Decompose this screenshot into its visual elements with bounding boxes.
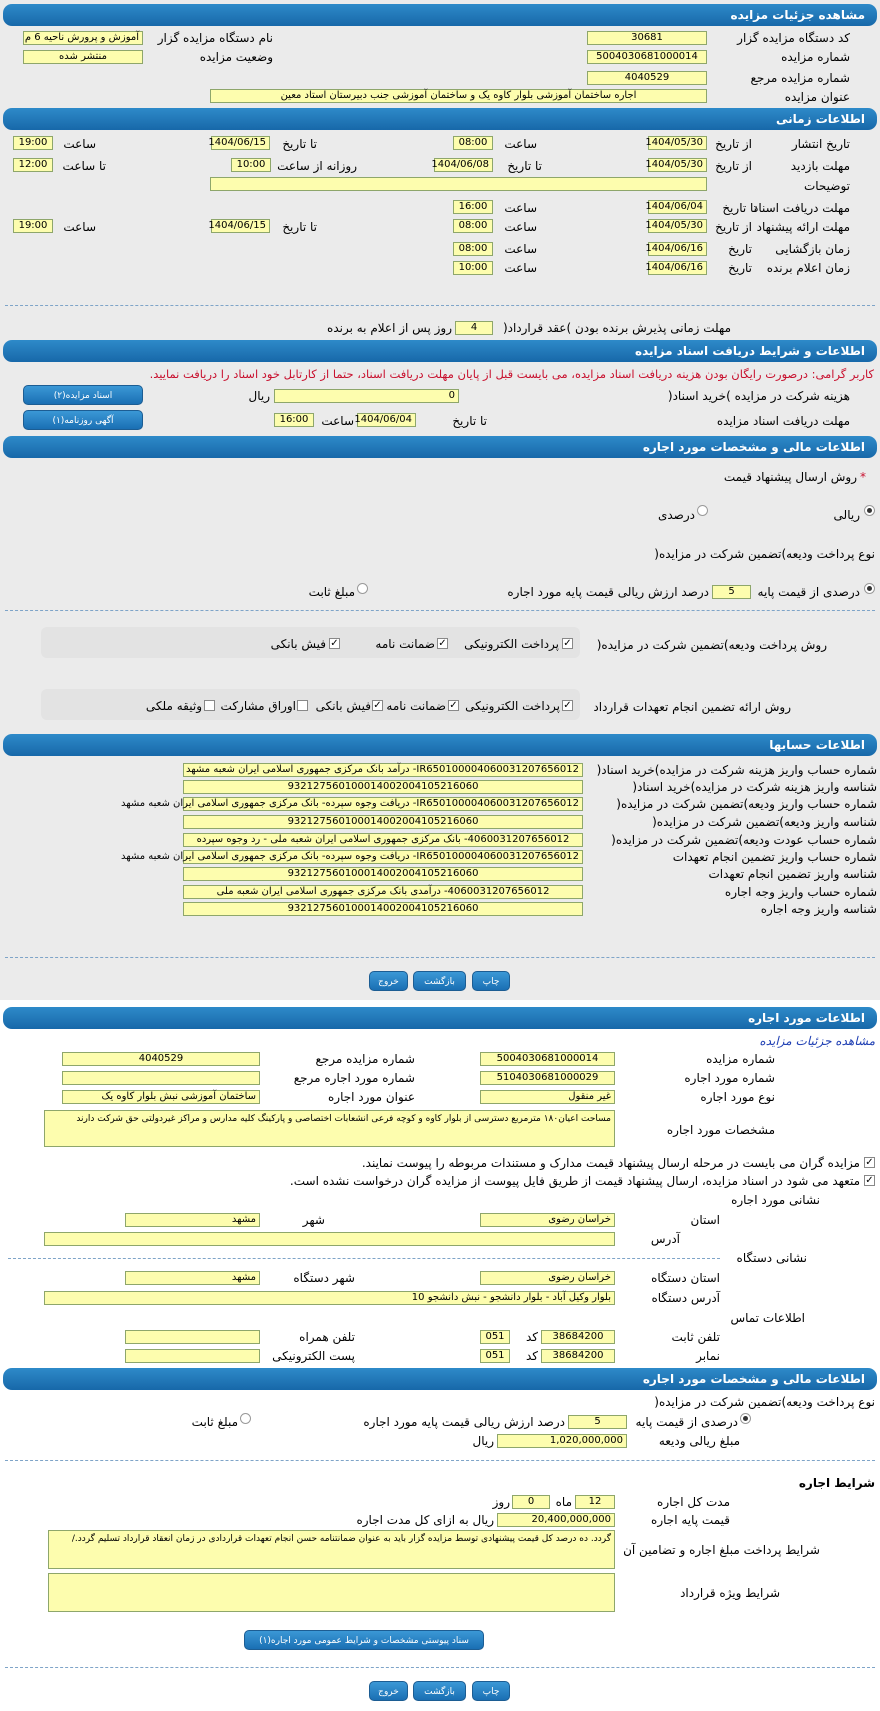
section-header-lease-financial: اطلاعات مالی و مشخصات مورد اجاره — [3, 1368, 877, 1390]
contract-days-field: 4 — [455, 321, 493, 335]
org-city-label: شهر دستگاه — [293, 1271, 355, 1285]
publish-to-hour-label: ساعت — [63, 137, 96, 151]
back-button[interactable]: بازگشت — [413, 971, 466, 991]
guarantee-percent-field: 5 — [712, 585, 751, 599]
section-header-docs-conditions: اطلاعات و شرایط دریافت اسناد مزایده — [3, 340, 877, 362]
org-province-label: استان دستگاه — [651, 1271, 720, 1285]
phone-label: تلفن ثابت — [671, 1330, 720, 1344]
section-header-lease-info: اطلاعات مورد اجاره — [3, 1007, 877, 1029]
price-method-label: روش ارسال پیشنهاد قیمت — [723, 470, 857, 484]
divider — [5, 1667, 875, 1668]
auction-subject-field: اجاره ساختمان آموزشی بلوار کاوه یک و ساختمان آموزشی جنب دبیرستان استاد معین — [210, 89, 707, 103]
fax-field: 38684200 — [541, 1349, 615, 1363]
lease-guarantee-type-label: نوع پرداخت ودیعه)تضمین شرکت در مزایده( — [654, 1395, 875, 1409]
auction-docs-button[interactable]: اسناد مزایده(۲) — [23, 385, 143, 405]
lease-days-label: روز — [492, 1495, 510, 1509]
visit-daily-from-label: روزانه از ساعت — [277, 159, 357, 173]
ref-number-field: 4040529 — [587, 71, 707, 85]
price-method-percent-radio[interactable] — [697, 505, 708, 516]
opening-date-label: تاریخ — [728, 242, 752, 256]
back-button[interactable]: بازگشت — [413, 1681, 466, 1701]
contract-receipt-checkbox[interactable]: ✓ — [373, 700, 382, 711]
opening-time-field: 08:00 — [453, 242, 493, 256]
lease-guarantee-percent-label: درصدی از قیمت پایه — [635, 1415, 738, 1429]
divider — [5, 305, 875, 306]
org-code-label: کد دستگاه مزایده گزار — [737, 31, 850, 45]
contract-receipt-label: فیش بانکی — [315, 699, 371, 713]
city-label: شهر — [302, 1213, 325, 1227]
offer-to-label: تا تاریخ — [282, 220, 317, 234]
contract-guarantee-checkbox[interactable]: ✓ — [449, 700, 458, 711]
contract-bonds-checkbox[interactable] — [297, 700, 308, 711]
account-row-label: شناسه واریز ودیعه)تضمین شرکت در مزایده( — [652, 815, 877, 829]
winner-hour-label: ساعت — [504, 261, 537, 275]
guarantee-percent-label: درصدی از قیمت پایه — [757, 585, 860, 599]
base-price-field: 20,400,000,000 — [497, 1513, 615, 1527]
account-row-value: 932127560100014002004105216060 — [183, 780, 583, 794]
account-row-label: شماره حساب واریز تضمین انجام تعهدات — [672, 850, 877, 864]
visit-to-field: 1404/06/08 — [434, 158, 493, 172]
visit-from-label: از تاریخ — [715, 159, 752, 173]
account-row-label: شماره حساب واریز ودیعه)تضمین شرکت در مزایده( — [616, 797, 877, 811]
lease-months-field: 12 — [575, 1495, 615, 1509]
view-auction-details-link[interactable]: مشاهده جزئیات مزایده — [759, 1034, 875, 1048]
address-label: آدرس — [650, 1232, 680, 1246]
opening-label: زمان بازگشایی — [775, 242, 850, 256]
account-row-value: 932127560100014002004105216060 — [183, 815, 583, 829]
guarantee-fixed-radio[interactable] — [357, 583, 368, 594]
contract-electronic-checkbox[interactable]: ✓ — [563, 700, 572, 711]
divider — [5, 1460, 875, 1461]
lease-auction-number-label: شماره مزایده — [706, 1052, 775, 1066]
fax-label: نمابر — [696, 1349, 720, 1363]
lease-item-ref-label: شماره مورد اجاره مرجع — [293, 1071, 415, 1085]
province-field: خراسان رضوی — [480, 1213, 615, 1227]
offer-from-hour-label: ساعت — [504, 220, 537, 234]
contract-bonds-label: اوراق مشارکت — [220, 699, 296, 713]
docs-deadline-hour-label: ساعت — [321, 414, 354, 428]
contract-guarantee-option-label: ضمانت نامه — [386, 699, 446, 713]
payment-terms-label: شرایط پرداخت مبلغ اجاره و تضامین آن — [623, 1543, 820, 1557]
opening-hour-label: ساعت — [504, 242, 537, 256]
account-row-label: شناسه واریز تضمین انجام تعهدات — [708, 867, 877, 881]
auction-status-field: منتشر شده — [23, 50, 143, 64]
account-row-value: IR650100004060031207656012- دریافت وجوه سپرده- بانک مرکزی جمهوری اسلامی ایران شعبه مشهد — [183, 797, 583, 811]
lease-type-label: نوع مورد اجاره — [700, 1090, 775, 1104]
guarantee-fixed-label: مبلغ ثابت — [308, 585, 355, 599]
docs-fee-rial-label: ریال — [248, 389, 270, 403]
lease-auction-number-field: 5004030681000014 — [480, 1052, 615, 1066]
winner-date-field: 1404/06/16 — [648, 261, 707, 275]
auction-status-label: وضعیت مزایده — [199, 50, 273, 64]
account-row-label: شماره حساب واریز هزینه شرکت در مزایده)خرید اسناد( — [596, 763, 877, 777]
deposit-pay-guarantee-label: ضمانت نامه — [375, 637, 435, 651]
docs-deadline-time-field: 16:00 — [274, 413, 314, 427]
account-row-value: 4060031207656012- درآمدی بانک مرکزی جمهوری اسلامی ایران شعبه ملی — [183, 885, 583, 899]
lease-ref-number-field: 4040529 — [62, 1052, 260, 1066]
publish-from-time-field: 08:00 — [453, 136, 493, 150]
required-star: * — [860, 470, 866, 484]
contract-electronic-label: پرداخت الکترونیکی — [465, 699, 560, 713]
deposit-amount-rial-label: ریال — [472, 1434, 494, 1448]
account-row-value: IR650100004060031207656012- دریافت وجوه سپرده- بانک مرکزی جمهوری اسلامی ایران شعبه مشهد — [183, 850, 583, 864]
phone-code-label: کد — [525, 1330, 538, 1344]
contact-heading: اطلاعات تماس — [730, 1311, 805, 1325]
org-city-field: مشهد — [125, 1271, 260, 1285]
lease-guarantee-percent-suffix: درصد ارزش ریالی قیمت پایه مورد اجاره — [363, 1415, 565, 1429]
section-header-accounts: اطلاعات حسابها — [3, 734, 877, 756]
fax-code-label: کد — [525, 1349, 538, 1363]
guarantee-type-label: نوع پرداخت ودیعه)تضمین شرکت در مزایده( — [654, 547, 875, 561]
contract-property-checkbox[interactable] — [204, 700, 215, 711]
docs-deadline-to-label: تا تاریخ — [452, 414, 487, 428]
winner-label: زمان اعلام برنده — [766, 261, 850, 275]
lease-type-field: غیر منقول — [480, 1090, 615, 1104]
opening-date-field: 1404/06/16 — [648, 242, 707, 256]
org-name-field: آموزش و پرورش ناحیه 6 م — [23, 31, 143, 45]
account-row-label: شماره حساب عودت ودیعه)تضمین شرکت در مزایده( — [611, 833, 877, 847]
docs-to-field: 1404/06/04 — [648, 200, 707, 214]
guarantee-percent-radio[interactable] — [864, 583, 875, 594]
lease-guarantee-fixed-label: مبلغ ثابت — [191, 1415, 238, 1429]
account-row-label: شناسه واریز وجه اجاره — [760, 902, 877, 916]
docs-deadline-label-2: مهلت دریافت اسناد مزایده — [716, 414, 850, 428]
deposit-pay-electronic-checkbox[interactable]: ✓ — [563, 638, 572, 649]
visit-daily-to-field: 12:00 — [13, 158, 53, 172]
docs-time-field: 16:00 — [453, 200, 493, 214]
free-docs-notice: کاربر گرامی: درصورت رایگان بودن هزینه دریافت اسناد مزایده، می بایست قبل از پایان مهلت دریافت اسناد، حتما از کارتابل خود اسناد را دریافت نمایید. — [149, 367, 874, 381]
docs-to-label: تا تاریخ — [722, 201, 757, 215]
visit-daily-from-field: 10:00 — [231, 158, 271, 172]
lease-item-ref-field — [62, 1071, 260, 1085]
lease-guarantee-percent-radio[interactable] — [740, 1413, 751, 1424]
lease-title-label: عنوان مورد اجاره — [327, 1090, 415, 1104]
lease-spec-label: مشخصات مورد اجاره — [666, 1123, 775, 1137]
contract-deadline-label: مهلت زمانی پذیرش برنده بودن )عقد قرارداد( — [502, 321, 731, 335]
description-field — [210, 177, 707, 191]
winner-date-label: تاریخ — [728, 261, 752, 275]
publish-to-time-field: 19:00 — [13, 136, 53, 150]
offer-to-field: 1404/06/15 — [211, 219, 270, 233]
publish-from-field: 1404/05/30 — [648, 136, 707, 150]
payment-terms-textarea: گردد. ده درصد کل قیمت پیشنهادی توسط مزایده گزار باید به عنوان ضمانتنامه حسن انجام تعهدات قراردادی در زمان انعقاد قرارداد تسلیم گردد./ — [48, 1530, 615, 1569]
lease-spec-textarea: مساحت اعیان۱۸۰ مترمربع دسترسی از بلوار کاوه و کوچه فرعی انشعابات اختصاصی و پارکینگ کلیه مدارس و مراکز غیردولتی حق شرکت دارند — [44, 1110, 615, 1147]
lease-guarantee-fixed-radio[interactable] — [240, 1413, 251, 1424]
deposit-amount-label: مبلغ ریالی ودیعه — [658, 1434, 740, 1448]
publish-from-label: از تاریخ — [715, 137, 752, 151]
deposit-pay-receipt-label: فیش بانکی — [270, 637, 326, 651]
org-address-field: بلوار وکیل آباد - بلوار دانشجو - نبش دانشجو 10 — [44, 1291, 615, 1305]
attach-docs-checkbox[interactable]: ✓ — [865, 1157, 874, 1168]
auction-subject-label: عنوان مزایده — [784, 90, 850, 104]
account-row-value: 4060031207656012- بانک مرکزی جمهوری اسلامی ایران شعبه ملی - رد وجوه سپرده — [183, 833, 583, 847]
org-address-label: آدرس دستگاه — [651, 1291, 720, 1305]
mobile-field — [125, 1330, 260, 1344]
publish-label: تاریخ انتشار — [791, 137, 850, 151]
offer-to-hour-label: ساعت — [63, 220, 96, 234]
print-button[interactable]: چاپ — [472, 971, 510, 991]
lease-item-number-label: شماره مورد اجاره — [684, 1071, 775, 1085]
account-row-value: 932127560100014002004105216060 — [183, 867, 583, 881]
guarantee-percent-suffix: درصد ارزش ریالی قیمت پایه مورد اجاره — [507, 585, 709, 599]
visit-from-field: 1404/05/30 — [648, 158, 707, 172]
docs-deadline-date-field: 1404/06/04 — [357, 413, 416, 427]
no-file-offer-checkbox[interactable]: ✓ — [865, 1175, 874, 1186]
province-label: استان — [690, 1213, 720, 1227]
publish-from-hour-label: ساعت — [504, 137, 537, 151]
visit-to-label: تا تاریخ — [507, 159, 542, 173]
auction-number-label: شماره مزایده — [781, 50, 850, 64]
phone-field: 38684200 — [541, 1330, 615, 1344]
winner-time-field: 10:00 — [453, 261, 493, 275]
section-header-time-info: اطلاعات زمانی — [3, 108, 877, 130]
deposit-pay-electronic-label: پرداخت الکترونیکی — [464, 637, 559, 651]
docs-deadline-label: مهلت دریافت اسناد — [752, 201, 850, 215]
email-label: پست الکترونیکی — [272, 1349, 355, 1363]
contract-deadline-suffix: روز پس از اعلام به برنده — [327, 321, 452, 335]
account-row-value: IR650100004060031207656012- درآمد بانک مرکزی جمهوری اسلامی ایران شعبه مشهد — [183, 763, 583, 777]
special-terms-textarea — [48, 1573, 615, 1612]
base-price-label: قیمت پایه اجاره — [651, 1513, 730, 1527]
visit-label: مهلت بازدید — [790, 159, 850, 173]
divider — [5, 957, 875, 958]
attached-docs-button[interactable]: سناد پیوستی مشخصات و شرایط عمومی مورد اجاره(۱) — [244, 1630, 484, 1650]
org-name-label: نام دستگاه مزایده گزار — [157, 31, 273, 45]
section-header-financial-info: اطلاعات مالی و مشخصات مورد اجاره — [3, 436, 877, 458]
address-field — [44, 1232, 615, 1246]
newspaper-ad-button[interactable]: آگهی روزنامه(۱) — [23, 410, 143, 430]
section-header-auction-details: مشاهده جزئیات مزایده — [3, 4, 877, 26]
lease-months-label: ماه — [555, 1495, 572, 1509]
org-code-field: 30681 — [587, 31, 707, 45]
deposit-amount-field: 1,020,000,000 — [497, 1434, 627, 1448]
offer-to-time-field: 19:00 — [13, 219, 53, 233]
lease-guarantee-percent-field: 5 — [568, 1415, 627, 1429]
visit-to-hour-label: تا ساعت — [62, 159, 106, 173]
docs-fee-field: 0 — [274, 389, 459, 403]
fax-code-field: 051 — [480, 1349, 510, 1363]
city-field: مشهد — [125, 1213, 260, 1227]
deposit-pay-method-label: روش پرداخت ودیعه)تضمین شرکت در مزایده( — [596, 638, 827, 652]
price-method-rial-radio[interactable] — [864, 505, 875, 516]
offer-deadline-label: مهلت ارائه پیشنهاد — [756, 220, 850, 234]
exit-button[interactable]: خروج — [369, 1681, 408, 1701]
email-field — [125, 1349, 260, 1363]
divider — [8, 1258, 720, 1259]
offer-from-time-field: 08:00 — [453, 219, 493, 233]
auction-number-field: 5004030681000014 — [587, 50, 707, 64]
divider — [5, 610, 875, 611]
base-price-suffix: ریال به ازای کل مدت اجاره — [356, 1513, 494, 1527]
description-label: توضیحات — [803, 179, 850, 193]
publish-to-label: تا تاریخ — [282, 137, 317, 151]
special-terms-label: شرایط ویژه قرارداد — [680, 1586, 780, 1600]
lease-duration-label: مدت کل اجاره — [657, 1495, 730, 1509]
print-button[interactable]: چاپ — [472, 1681, 510, 1701]
price-method-rial-label: ریالی — [833, 508, 860, 522]
account-row-label: شناسه واریز هزینه شرکت در مزایده)خرید اسناد( — [632, 780, 877, 794]
org-address-heading: نشانی دستگاه — [736, 1251, 807, 1265]
offer-from-field: 1404/05/30 — [648, 219, 707, 233]
lease-ref-number-label: شماره مزایده مرجع — [315, 1052, 415, 1066]
no-file-offer-label: متعهد می شود در اسناد مزایده، ارسال پیشنهاد قیمت از طریق فایل پیوست از مزایده گران درخواست نشده است. — [289, 1174, 860, 1188]
account-row-value: 932127560100014002004105216060 — [183, 902, 583, 916]
attach-docs-label: مزایده گران می بایست در مرحله ارسال پیشنهاد قیمت مدارک و مستندات مربوطه را پیوست نمایند. — [361, 1156, 860, 1170]
contract-property-label: وثیقه ملکی — [145, 699, 202, 713]
price-method-percent-label: درصدی — [657, 508, 695, 522]
ref-number-label: شماره مزایده مرجع — [750, 71, 850, 85]
org-province-field: خراسان رضوی — [480, 1271, 615, 1285]
phone-code-field: 051 — [480, 1330, 510, 1344]
lease-title-field: ساختمان آموزشی نبش بلوار کاوه یک — [62, 1090, 260, 1104]
mobile-label: تلفن همراه — [299, 1330, 355, 1344]
deposit-pay-guarantee-checkbox[interactable]: ✓ — [438, 638, 447, 649]
exit-button[interactable]: خروج — [369, 971, 408, 991]
docs-hour-label: ساعت — [504, 201, 537, 215]
offer-from-label: از تاریخ — [715, 220, 752, 234]
account-row-label: شماره حساب واریز وجه اجاره — [724, 885, 877, 899]
publish-to-field: 1404/06/15 — [211, 136, 270, 150]
lease-item-number-field: 5104030681000029 — [480, 1071, 615, 1085]
docs-fee-label: هزینه شرکت در مزایده )خرید اسناد( — [667, 389, 850, 403]
lease-address-heading: نشانی مورد اجاره — [731, 1193, 820, 1207]
deposit-pay-receipt-checkbox[interactable]: ✓ — [330, 638, 339, 649]
lease-terms-heading: شرایط اجاره — [798, 1476, 875, 1490]
contract-guarantee-label: روش ارائه تضمین انجام تعهدات قرارداد — [593, 700, 791, 714]
lease-days-field: 0 — [512, 1495, 550, 1509]
